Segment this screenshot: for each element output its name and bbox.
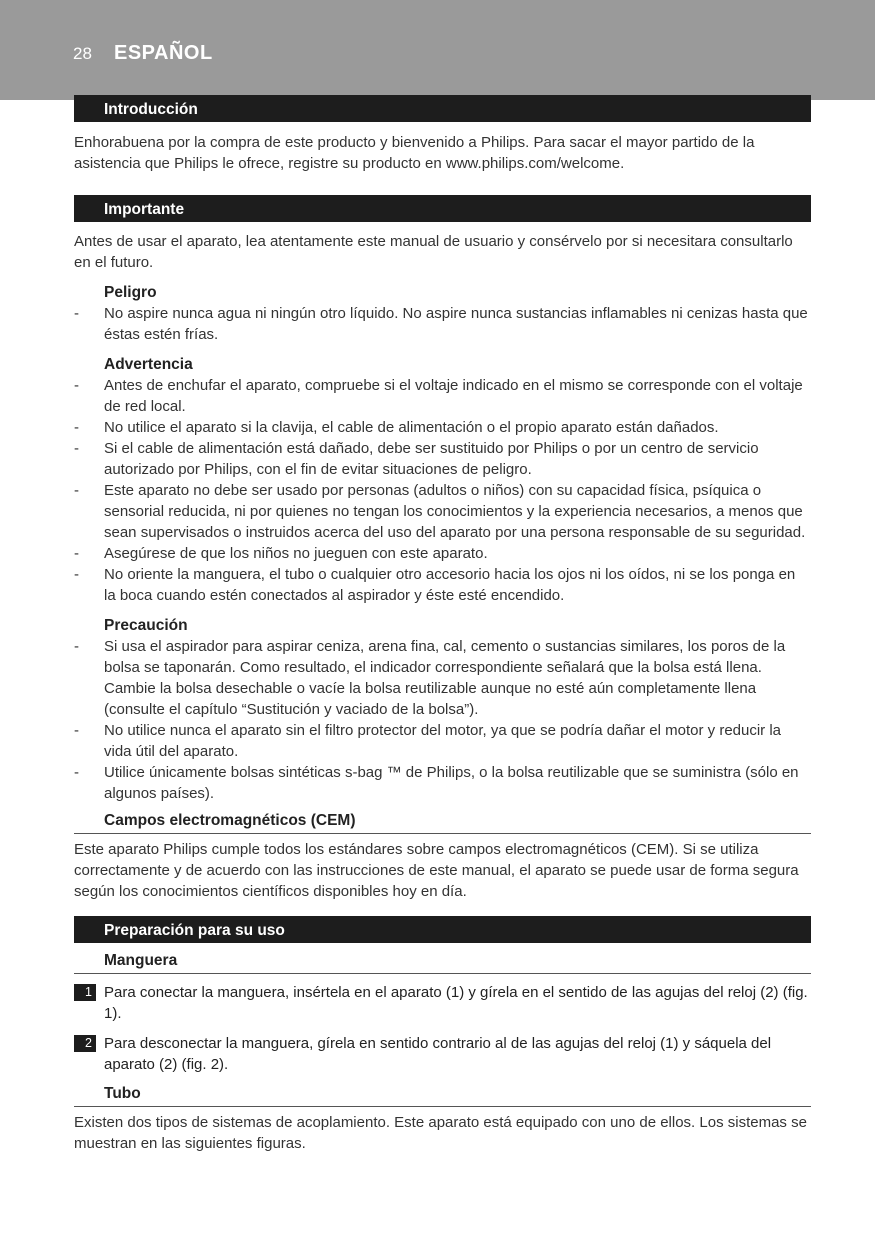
- page-number: 28: [73, 44, 92, 63]
- list-item: - No utilice nunca el aparato sin el filtro protector del motor, ya que se podría dañar el motor y reducir la vida útil del aparato.: [74, 722, 782, 760]
- step-text: Para desconectar la manguera, gírela en sentido contrario al de las agujas del reloj (1) y sáquela del aparato (2) (fig. 2).: [104, 1035, 772, 1073]
- section-heading-preparation: Preparación para su uso: [74, 916, 811, 943]
- danger-list: [74, 303, 811, 345]
- important-paragraph: Antes de usar el aparato, lea atentamente este manual de usuario y consérvelo por si necesitara consultarlo en el futuro.: [74, 233, 793, 271]
- caution-list: [74, 636, 811, 804]
- section-heading-intro: Introducción: [74, 95, 811, 122]
- step-item: [74, 1033, 811, 1075]
- warning-heading: Advertencia: [104, 356, 193, 373]
- emf-paragraph: Este aparato Philips cumple todos los estándares sobre campos electromagnéticos (CEM). Si se utiliza correctamente y de acuerdo con las instrucciones de este manual, el aparato se puede usar de forma segura según los conocimientos científicos disponibles hoy en día.: [74, 841, 799, 900]
- tube-paragraph: Existen dos tipos de sistemas de acoplamiento. Este aparato está equipado con uno de ellos. Los sistemas se muestran en las siguientes figuras.: [74, 1114, 807, 1152]
- list-item: - No utilice el aparato si la clavija, el cable de alimentación o el propio aparato están dañados.: [74, 419, 719, 436]
- list-item: - Este aparato no debe ser usado por personas (adultos o niños) con su capacidad física, psíquica o sensorial reducida, ni por quienes no tengan los conocimientos y la experiencia necesarios, a menos que sean supervisados o instruidos acerca del uso del aparato por una persona responsable de su seguridad.: [74, 482, 806, 541]
- intro-paragraph: Enhorabuena por la compra de este producto y bienvenido a Philips. Para sacar el mayor partido de la asistencia que Philips le ofrece, registre su producto en www.philips.com/welcome.: [74, 134, 755, 172]
- danger-heading: Peligro: [104, 284, 157, 301]
- emf-heading: Campos electromagnéticos (CEM): [74, 810, 811, 834]
- step-item: [74, 982, 811, 1024]
- list-item: - Antes de enchufar el aparato, compruebe si el voltaje indicado en el mismo se corresponde con el voltaje de red local.: [74, 377, 803, 415]
- list-item: - Asegúrese de que los niños no jueguen con este aparato.: [74, 545, 488, 562]
- step-number: 1: [74, 984, 96, 1001]
- step-text: Para conectar la manguera, insértela en el aparato (1) y gírela en el sentido de las agujas del reloj (2) (fig. 1).: [104, 984, 808, 1022]
- warning-list: [74, 375, 811, 606]
- page-header: [0, 0, 875, 100]
- tube-heading: Tubo: [74, 1083, 811, 1107]
- section-heading-important: Importante: [74, 195, 811, 222]
- list-item: - No oriente la manguera, el tubo o cualquier otro accesorio hacia los ojos ni los oídos, ni se los ponga en la boca cuando estén conectados al aspirador y éste esté encendido.: [74, 566, 796, 604]
- list-item: - No aspire nunca agua ni ningún otro líquido. No aspire nunca sustancias inflamables ni cenizas hasta que éstas estén frías.: [74, 305, 808, 343]
- caution-heading: Precaución: [104, 617, 188, 634]
- language-title: ESPAÑOL: [114, 42, 213, 64]
- document-body: [74, 95, 811, 1154]
- list-item: - Utilice únicamente bolsas sintéticas s-bag ™ de Philips, o la bolsa reutilizable que se suministra (sólo en algunos países).: [74, 764, 799, 802]
- step-number: 2: [74, 1035, 96, 1052]
- hose-heading: Manguera: [74, 950, 811, 974]
- list-item: - Si usa el aspirador para aspirar ceniza, arena fina, cal, cemento o sustancias similares, los poros de la bolsa se taponarán. Como resultado, el indicador correspondiente señalará que la bolsa está llena. Cambie la bolsa desechable o vacíe la bolsa reutilizable aunque no esté aún completamente llena (consulte el capítulo “Sustitución y vaciado de la bolsa”).: [74, 638, 786, 718]
- list-item: - Si el cable de alimentación está dañado, debe ser sustituido por Philips o por un centro de servicio autorizado por Philips, con el fin de evitar situaciones de peligro.: [74, 440, 759, 478]
